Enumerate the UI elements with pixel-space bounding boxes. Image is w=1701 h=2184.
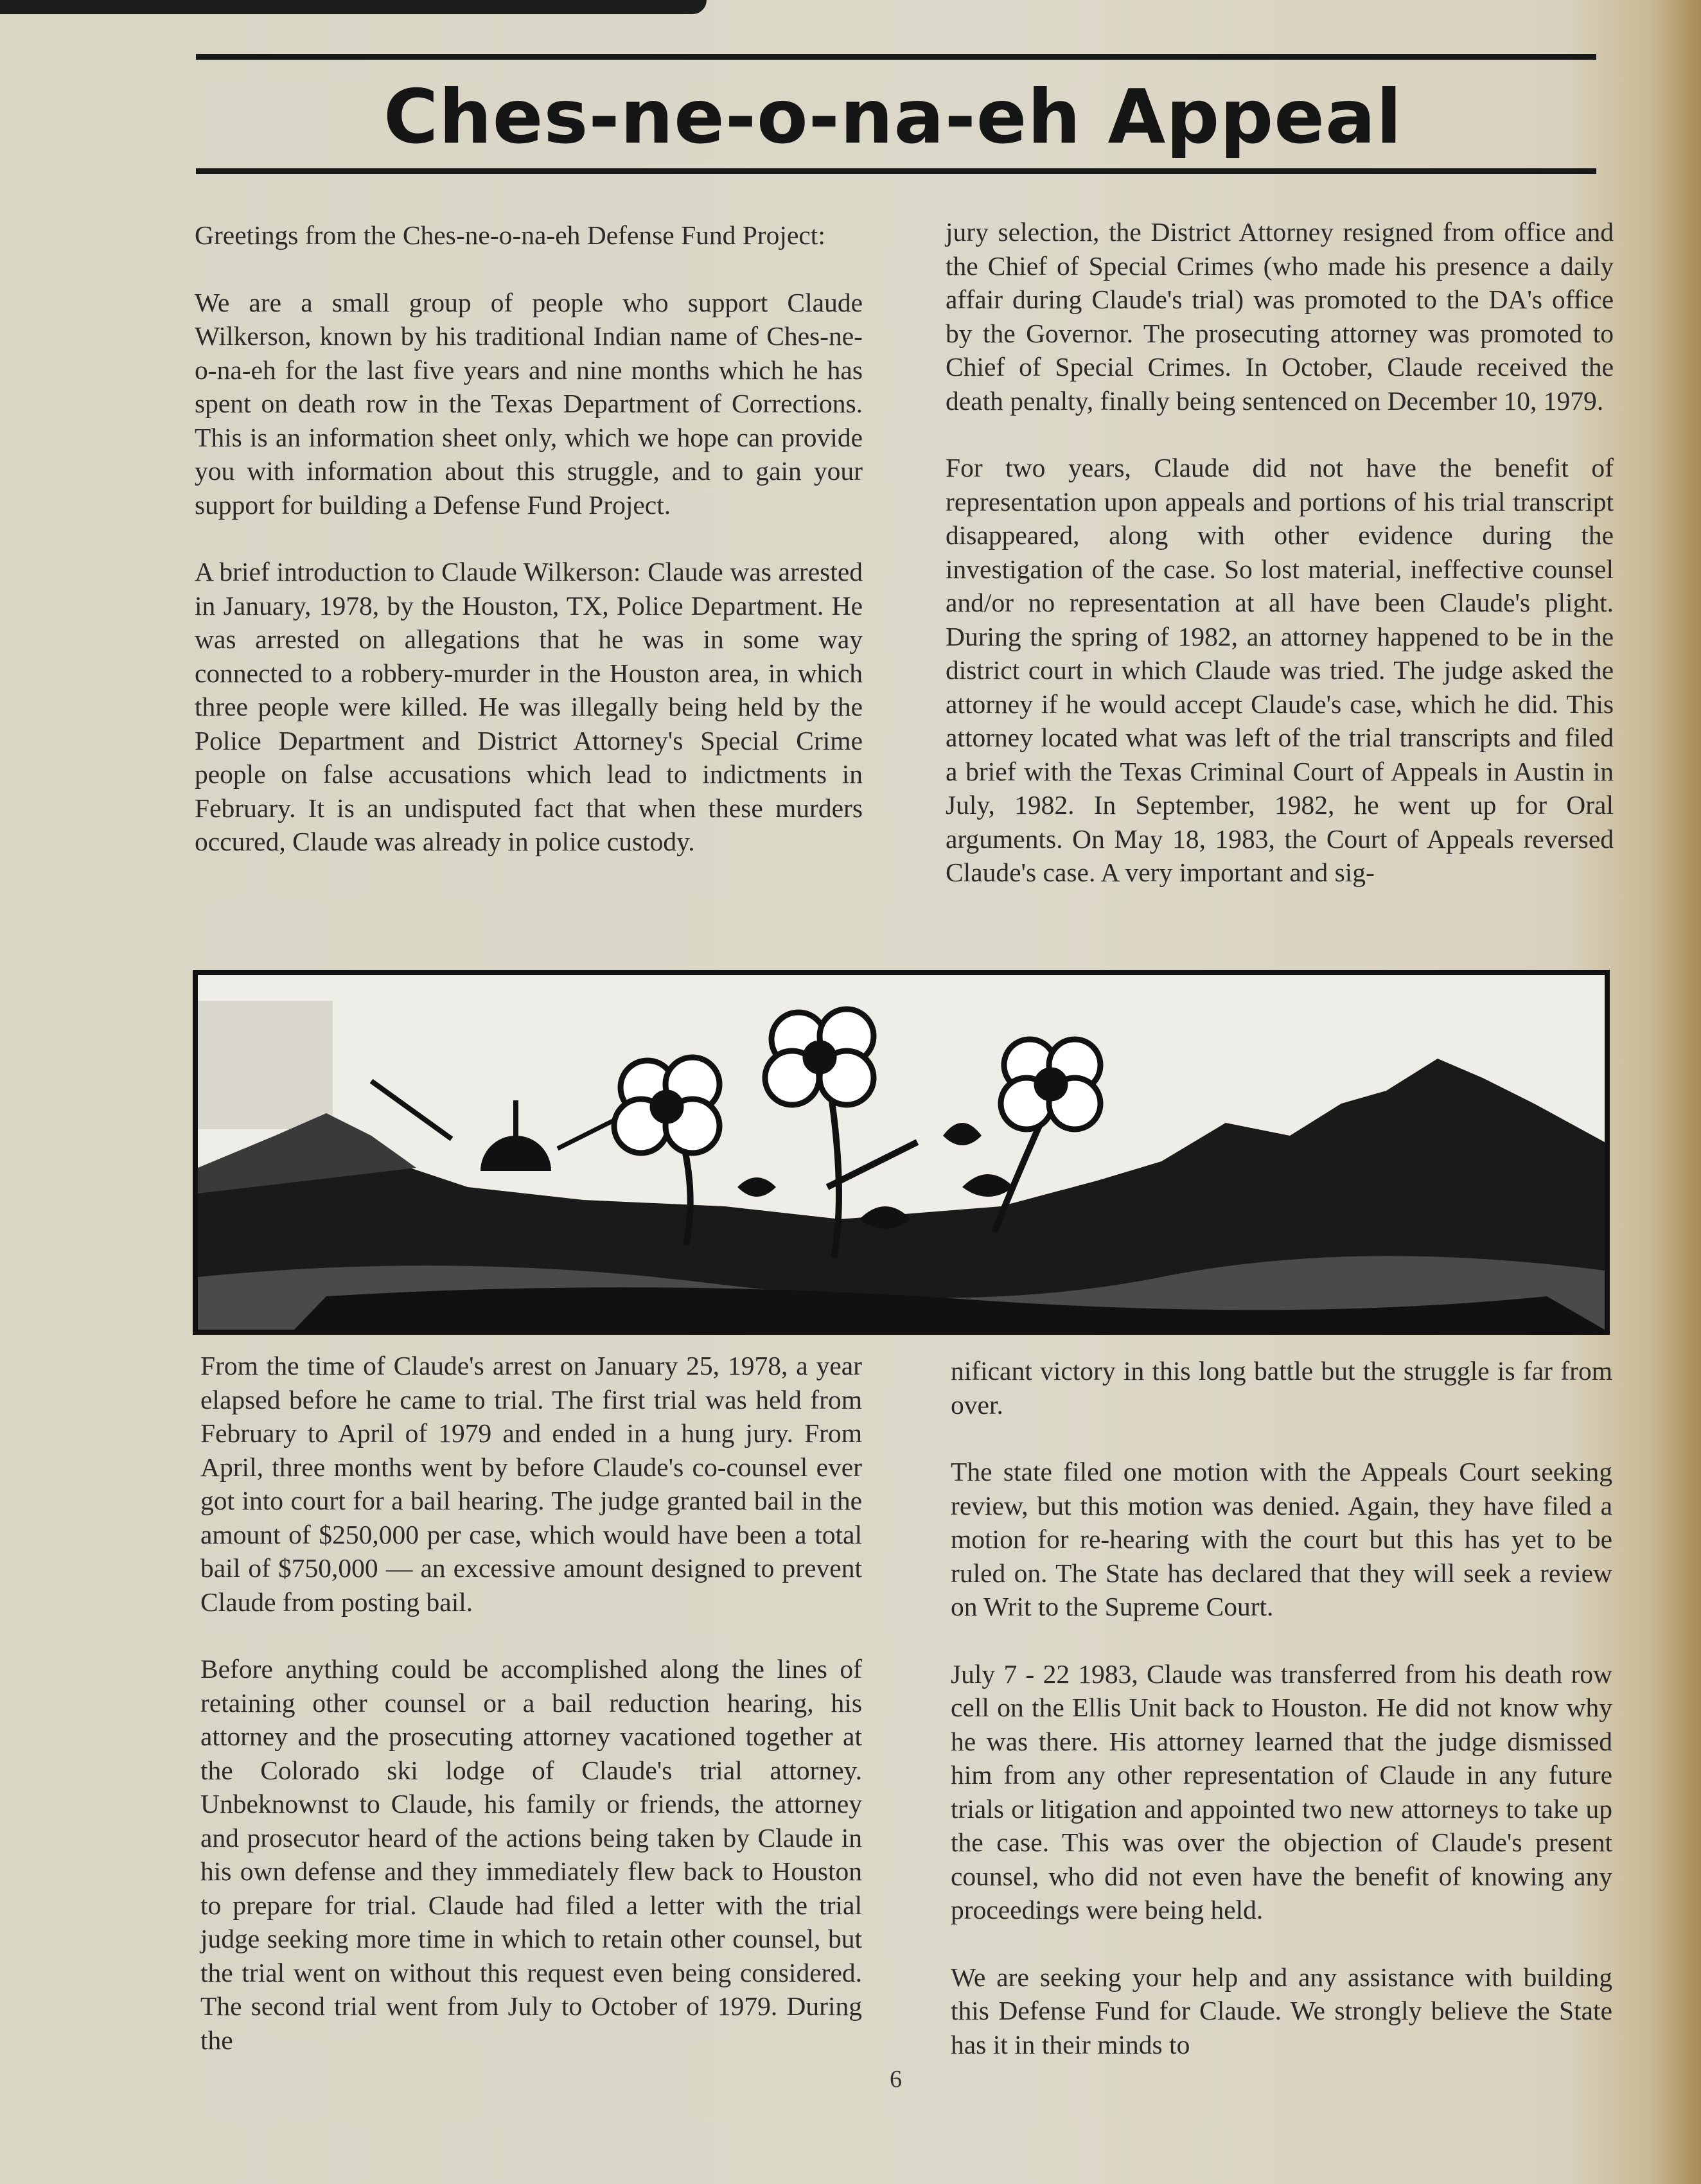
flower-right xyxy=(1001,1039,1100,1129)
transfer-paragraph: July 7 - 22 1983, Claude was transferred from his death row cell on the Ellis Unit back to Houston. He did not know why he was there. His attorney learned that the judge dismissed him from any other representation of Claude in any future trials or litigation and appointed two new attorneys to take up the case. This was over the objection of Claude's present counsel, who did not even have the benefit of knowing any proceedings were being held. xyxy=(951,1659,1612,1924)
arrest-paragraph: A brief introduction to Claude Wilkerson: Claude was arrested in January, 1978, by the Houston, TX, Police Department. He was arrested on allegations that he was in some way connected to a robbery-murder in the Houston area, in which three people were killed. He was illegally being held by the Police Department and District Attorney's Special Crime people on false accusations which lead to indictments in February. It is an undisputed fact that when these murders occured, Claude was already in police custody. xyxy=(195,557,863,856)
title-top-rule xyxy=(196,54,1596,60)
victory-paragraph: nificant victory in this long battle but the struggle is far from over. xyxy=(951,1356,1612,1420)
page-top-edge xyxy=(0,0,707,14)
left-column-bottom xyxy=(200,1349,862,2057)
right-column-top xyxy=(946,215,1614,890)
help-paragraph: We are seeking your help and any assistance with building this Defense Fund for Claude. We strongly believe the State has it in their minds to xyxy=(951,1962,1612,2059)
left-column-top xyxy=(195,218,863,859)
greeting-paragraph: Greetings from the Ches-ne-o-na-eh Defense Fund Project: xyxy=(195,220,825,250)
page-title: Ches-ne-o-na-eh Appeal xyxy=(383,74,1403,161)
right-column-bottom xyxy=(951,1354,1612,2061)
second-trial-paragraph: Before anything could be accomplished along the lines of retaining other counsel or a bail reduction hearing, his attorney and the prosecuting attorney vacationed together at the Colorado ski lodge of Claude's trial attorney. Unbeknownst to Claude, his family or friends, the attorney and prosecutor heard of the actions being taken by Claude in his own defense and they immediately flew back to Houston to prepare for trial. Claude had filed a letter with the trial judge seeking more time in which to retain other counsel, but the trial went on without this request even being considered. The second trial went from July to October of 1979. During the xyxy=(200,1654,862,2055)
flower-left xyxy=(614,1057,719,1153)
sentencing-paragraph: jury selection, the District Attorney resigned from office and the Chief of Special Crimes (who made his presence a daily affair during Claude's trial) was promoted to the DA's office by the Governor. The prosecuting attorney was promoted to Chief of Special Crimes. In October, Claude received the death penalty, finally being sentenced on December 10, 1979. xyxy=(946,217,1614,416)
trial-timeline-paragraph: From the time of Claude's arrest on January 25, 1978, a year elapsed before he came to trial. The first trial was held from February to April of 1979 and ended in a hung jury. From April, three months went by before Claude's co-counsel ever got into court for a bail hearing. The judge granted bail in the amount of $250,000 per case, which would have been a total bail of $750,000 — an excessive amount designed to prevent Claude from posting bail. xyxy=(200,1351,862,1617)
motion-paragraph: The state filed one motion with the Appeals Court seeking review, but this motion was denied. Again, they have filed a motion for re-hearing with the court but this has yet to be ruled on. The State has declared that they will seek a review on Writ to the Supreme Court. xyxy=(951,1457,1612,1621)
page-number: 6 xyxy=(890,2066,902,2093)
landscape-illustration xyxy=(193,970,1610,1335)
flowers-mountains-drawing xyxy=(198,975,1605,1330)
title-bottom-rule xyxy=(196,168,1596,174)
intro-paragraph: We are a small group of people who support Claude Wilkerson, known by his traditional Indian name of Ches-ne-o-na-eh for the last five years and nine months which he has spent on death row in the Texas Department of Corrections. This is an information sheet only, which we hope can provide you with information about this struggle, and to gain your support for building a Defense Fund Project. xyxy=(195,287,863,520)
appeal-paragraph: For two years, Claude did not have the benefit of representation upon appeals and portions of his trial transcript disappeared, along with other evidence during the investigation of the case. So lost material, ineffective counsel and/or no representation at all have been Claude's plight. During the spring of 1982, an attorney happened to be in the district court in which Claude was tried. The judge asked the attorney if he would accept Claude's case, which he did. This attorney located what was left of the trial transcripts and filed a brief with the Texas Criminal Court of Appeals in Austin in July, 1982. In September, 1982, he went up for Oral arguments. On May 18, 1983, the Court of Appeals reversed Claude's case. A very important and sig- xyxy=(946,453,1614,887)
